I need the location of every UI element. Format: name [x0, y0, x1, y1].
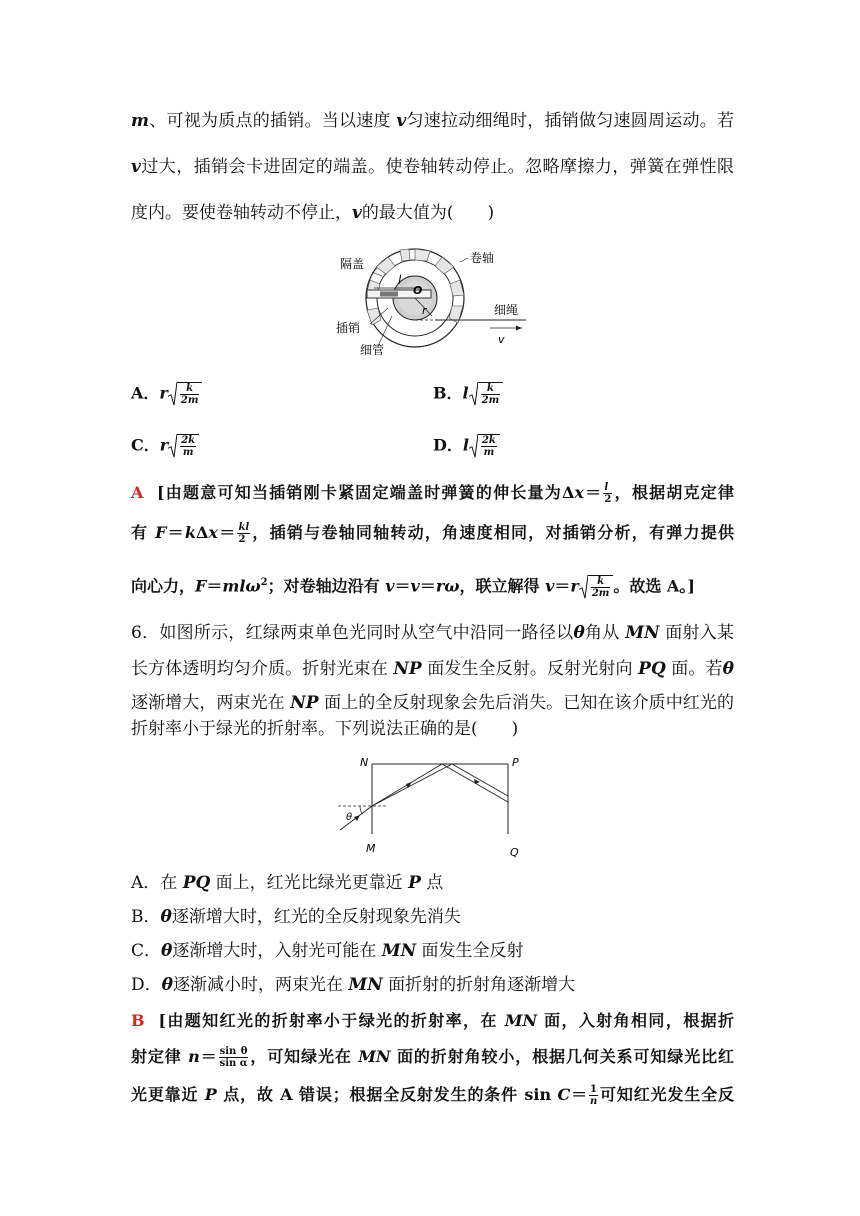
q6-option-a[interactable]: A．在 PQ 面上，红光比绿光更靠近 P 点: [131, 873, 444, 893]
q6-line-3: 逐渐增大，两束光在 NP 面上的全反射现象会先后消失。已知在该介质中红光的: [131, 693, 734, 713]
label-xisheng: 细绳: [494, 303, 519, 317]
label-gaigai: 隔盖: [340, 257, 365, 271]
q6-line-2: 长方体透明均匀介质。折射光束在 NP 面发生全反射。反射光射向 PQ 面。若θ: [131, 659, 734, 679]
label-M: M: [366, 842, 376, 855]
q5-option-d[interactable]: D．l $\frac{2k}{m}$: [433, 434, 500, 458]
q6-line-4: 折射率小于绿光的折射率。下列说法正确的是( ): [131, 719, 519, 739]
q6-option-c[interactable]: C．θ逐渐增大时，入射光可能在 MN 面发生全反射: [131, 941, 524, 961]
label-r: r: [422, 304, 427, 317]
label-v: v: [498, 333, 505, 346]
label-O: O: [413, 284, 423, 297]
label-Q: Q: [510, 846, 519, 859]
label-chaxiao: 插销: [336, 321, 361, 335]
q6-option-d[interactable]: D．θ逐渐减小时，两束光在 MN 面折射的折射角逐渐增大: [131, 975, 576, 995]
q5-line-3: 度内。要使卷轴转动不停止，v的最大值为( ): [131, 203, 495, 223]
q5-option-c[interactable]: C．r $\frac{2k}{m}$: [131, 434, 199, 458]
q6-option-b[interactable]: B．θ逐渐增大时，红光的全反射现象先消失: [131, 907, 461, 927]
label-juanzhou: 卷轴: [470, 251, 495, 265]
q5-answer-line-2: 有 F＝kΔx＝ $\frac{kl}{2}$ ，插销与卷轴同轴转动，角速度相同，对插销分析，有弹力提供: [131, 522, 734, 545]
q5-line-1: m、可视为质点的插销。当以速度 v匀速拉动细绳时，插销做匀速圆周运动。若: [131, 111, 735, 131]
q6-answer-line-1: B [由题知红光的折射率小于绿光的折射率，在 MN 面，入射角相同，根据折: [131, 1011, 734, 1030]
label-P: P: [512, 756, 519, 769]
label-theta: θ: [346, 812, 353, 823]
q5-line-2: v过大，插销会卡进固定的端盖。使卷轴转动停止。忽略摩擦力，弹簧在弹性限: [131, 157, 734, 177]
label-xiguan: 细管: [360, 343, 385, 356]
q5-answer-line-3: 向心力，F＝mlω$^2$；对卷轴边沿有 v＝v＝rω，联立解得 v＝r $\frac{k}{2m}$ 。故选 A。]: [131, 575, 695, 599]
label-l: l: [398, 273, 402, 287]
q6-line-1: 6．如图所示，红绿两束单色光同时从空气中沿同一路径以θ角从 MN 面射入某: [131, 623, 735, 643]
prism-figure: [330, 754, 530, 862]
q6-answer-line-3: 光更靠近 P 点，故 A 错误；根据全反射发生的条件 sin C＝ $\frac{1}{n}$ 可知红光发生全反: [131, 1084, 734, 1107]
q5-option-b[interactable]: B．l $\frac{k}{2m}$: [433, 382, 503, 406]
label-N: N: [360, 756, 369, 769]
spool-figure: [330, 244, 530, 356]
q6-answer-line-2: 射定律 n＝ $\frac{\text{sin θ}}{\text{sin α}}$ ，可知绿光在 MN 面的折射角较小，根据几何关系可知绿光比红: [131, 1046, 734, 1069]
q5-answer-line-1: A [由题意可知当插销刚卡紧固定端盖时弹簧的伸长量为Δx＝ $\frac{l}{2}$ ，根据胡克定律: [131, 482, 734, 505]
q5-option-a[interactable]: A．r $\frac{k}{2m}$: [131, 382, 202, 406]
